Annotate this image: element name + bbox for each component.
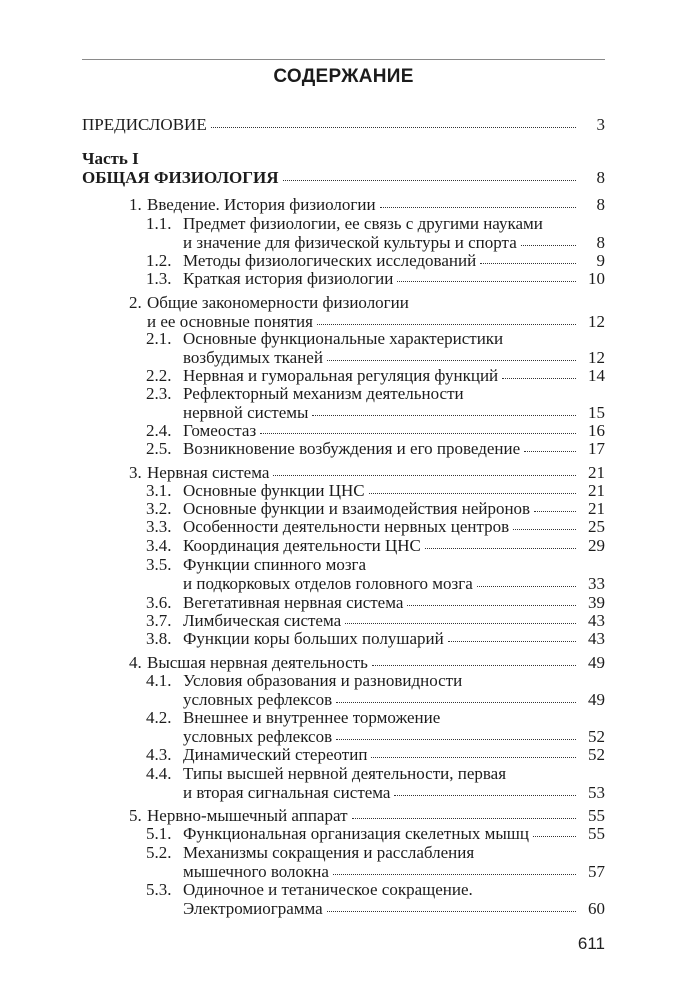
section-number: 3.1.	[146, 481, 172, 500]
dot-leader	[397, 281, 576, 282]
section-title-line: Электромиограмма	[183, 899, 323, 918]
toc-page-number: 29	[588, 536, 605, 555]
section-number: 3.2.	[146, 499, 172, 518]
toc-page-number: 57	[588, 862, 605, 881]
toc-page-number: 8	[596, 233, 605, 252]
toc-page-number: 9	[596, 251, 605, 270]
dot-leader	[425, 548, 576, 549]
toc-entry-part-1[interactable]	[82, 168, 605, 187]
section-title-line: нервной системы	[183, 403, 309, 422]
page-title: СОДЕРЖАНИЕ	[273, 66, 414, 87]
section-number: 3.8.	[146, 629, 172, 648]
chapter-title: Нервно-мышечный аппарат	[147, 806, 348, 825]
section-number: 4.2.	[146, 708, 172, 727]
toc-page-number: 53	[588, 783, 605, 802]
toc-page-number: 15	[588, 403, 605, 422]
toc-page-number: 55	[588, 806, 605, 825]
section-number: 5.3.	[146, 880, 172, 899]
toc-section-1-3[interactable]	[146, 269, 605, 288]
chapter-number: 3.	[129, 463, 142, 482]
toc-page-number: 49	[588, 653, 605, 672]
section-title-line: Рефлекторный механизм деятельности	[183, 384, 464, 403]
section-title-line: Методы физиологических исследований	[183, 251, 477, 270]
section-title-line: Типы высшей нервной деятельности, первая	[183, 764, 507, 783]
toc-section-3-7[interactable]	[146, 611, 605, 630]
toc-page-number: 49	[588, 690, 605, 709]
section-title-line: Внешнее и внутреннее торможение	[183, 708, 441, 727]
toc-page-number: 52	[588, 727, 605, 746]
toc-chapter-5[interactable]	[129, 806, 605, 825]
section-number: 1.3.	[146, 269, 172, 288]
toc-section-2-4[interactable]	[146, 421, 605, 440]
toc-chapter-4[interactable]	[129, 653, 605, 672]
dot-leader	[533, 836, 576, 837]
section-number: 2.3.	[146, 384, 172, 403]
toc-page-number: 39	[588, 593, 605, 612]
section-title-line: Лимбическая система	[183, 611, 342, 630]
dot-leader	[260, 433, 576, 434]
dot-leader	[380, 207, 576, 208]
toc-entry-label: ПРЕДИСЛОВИЕ	[82, 115, 207, 134]
chapter-title: Нервная система	[147, 463, 270, 482]
toc-section-3-3[interactable]	[146, 517, 605, 536]
toc-section-4-4[interactable]	[146, 764, 605, 802]
chapter-title-line: Общие закономерности физиологии	[147, 293, 409, 312]
dot-leader	[477, 586, 576, 587]
section-title-line: Координация деятельности ЦНС	[183, 536, 421, 555]
section-title-line: Функции коры больших полушарий	[183, 629, 444, 648]
toc-page-number: 43	[588, 629, 605, 648]
section-title-line: Одиночное и тетаническое сокращение.	[183, 880, 473, 899]
chapter-number: 2.	[129, 293, 142, 312]
dot-leader	[273, 475, 576, 476]
dot-leader	[336, 702, 576, 703]
toc-page-number: 60	[588, 899, 605, 918]
section-number: 4.1.	[146, 671, 172, 690]
toc-section-4-2[interactable]	[146, 708, 605, 746]
dot-leader	[369, 493, 576, 494]
section-title-line: возбудимых тканей	[183, 348, 323, 367]
toc-chapter-1[interactable]	[129, 195, 605, 214]
dot-leader	[352, 818, 576, 819]
dot-leader	[513, 529, 576, 530]
chapter-number: 5.	[129, 806, 142, 825]
toc-page-number: 12	[588, 348, 605, 367]
section-number: 2.1.	[146, 329, 172, 348]
section-title-line: Функции спинного мозга	[183, 555, 367, 574]
section-number: 2.5.	[146, 439, 172, 458]
section-title-line: Основные функциональные характеристики	[183, 329, 504, 348]
dot-leader	[502, 378, 576, 379]
toc-section-3-6[interactable]	[146, 593, 605, 612]
dot-leader	[345, 623, 576, 624]
dot-leader	[333, 874, 576, 875]
toc-page-number: 16	[588, 421, 605, 440]
toc-section-3-1[interactable]	[146, 481, 605, 500]
section-title-line: Механизмы сокращения и расслабления	[183, 843, 475, 862]
dot-leader	[327, 360, 576, 361]
section-number: 3.6.	[146, 593, 172, 612]
part-label: Часть I	[82, 149, 139, 168]
section-title-line: Предмет физиологии, ее связь с другими науками	[183, 214, 543, 233]
section-number: 3.7.	[146, 611, 172, 630]
toc-page-number: 12	[588, 312, 605, 331]
section-number: 3.3.	[146, 517, 172, 536]
section-title-line: Гомеостаз	[183, 421, 257, 440]
section-number: 3.5.	[146, 555, 172, 574]
dot-leader	[407, 605, 576, 606]
toc-page-number: 25	[588, 517, 605, 536]
section-title-line: Особенности деятельности нервных центров	[183, 517, 510, 536]
section-title-line: Основные функции и взаимодействия нейронов	[183, 499, 531, 518]
chapter-number: 1.	[129, 195, 142, 214]
toc-section-4-3[interactable]	[146, 745, 605, 764]
toc-page-number: 21	[588, 499, 605, 518]
toc-section-3-5[interactable]	[146, 555, 605, 593]
section-title-line: Вегетативная нервная система	[183, 593, 404, 612]
section-title-line: Основные функции ЦНС	[183, 481, 365, 500]
dot-leader	[521, 245, 576, 246]
dot-leader	[211, 127, 576, 128]
toc-page-number: 8	[596, 168, 605, 187]
chapter-title-line: и ее основные понятия	[147, 312, 313, 331]
toc-section-2-2[interactable]	[146, 366, 605, 385]
toc-page-number: 14	[588, 366, 605, 385]
section-number: 2.2.	[146, 366, 172, 385]
toc-page-number: 10	[588, 269, 605, 288]
dot-leader	[312, 415, 576, 416]
section-number: 1.2.	[146, 251, 172, 270]
chapter-title: Высшая нервная деятельность	[147, 653, 368, 672]
dot-leader	[327, 911, 576, 912]
toc-section-2-1[interactable]	[146, 329, 605, 367]
toc-chapter-2[interactable]	[129, 293, 605, 331]
toc-section-5-2[interactable]	[146, 843, 605, 881]
dot-leader	[371, 757, 576, 758]
dot-leader	[394, 795, 576, 796]
section-title-line: условных рефлексов	[183, 727, 333, 746]
dot-leader	[372, 665, 576, 666]
section-number: 2.4.	[146, 421, 172, 440]
section-title-line: Условия образования и разновидности	[183, 671, 463, 690]
section-title-line: мышечного волокна	[183, 862, 329, 881]
toc-page-number: 3	[596, 115, 605, 134]
toc-page-number: 17	[588, 439, 605, 458]
toc-chapter-3[interactable]	[129, 463, 605, 482]
page-number: 611	[577, 934, 605, 953]
toc-section-3-2[interactable]	[146, 499, 605, 518]
section-title-line: Возникновение возбуждения и его проведение	[183, 439, 521, 458]
toc-page-number: 43	[588, 611, 605, 630]
toc-section-2-5[interactable]	[146, 439, 605, 458]
toc-section-5-1[interactable]	[146, 824, 605, 843]
toc-section-3-4[interactable]	[146, 536, 605, 555]
toc-entry-preface[interactable]	[82, 115, 605, 134]
section-number: 4.4.	[146, 764, 172, 783]
dot-leader	[283, 180, 576, 181]
toc-page-number: 8	[596, 195, 605, 214]
section-title-line: Краткая история физиологии	[183, 269, 394, 288]
toc-page-number: 21	[588, 481, 605, 500]
dot-leader	[448, 641, 576, 642]
dot-leader	[524, 451, 576, 452]
dot-leader	[534, 511, 576, 512]
section-title-line: и значение для физической культуры и спорта	[183, 233, 517, 252]
part-title: ОБЩАЯ ФИЗИОЛОГИЯ	[82, 168, 279, 187]
section-number: 1.1.	[146, 214, 172, 233]
toc-page-number: 52	[588, 745, 605, 764]
dot-leader	[480, 263, 576, 264]
section-title-line: Функциональная организация скелетных мышц	[183, 824, 529, 843]
toc-section-3-8[interactable]	[146, 629, 605, 648]
section-title-line: Динамический стереотип	[183, 745, 368, 764]
section-number: 4.3.	[146, 745, 172, 764]
toc-section-1-1[interactable]	[146, 214, 605, 252]
toc-page-number: 21	[588, 463, 605, 482]
toc-section-1-2[interactable]	[146, 251, 605, 270]
toc-page-number: 55	[588, 824, 605, 843]
chapter-title: Введение. История физиологии	[147, 195, 376, 214]
section-number: 5.2.	[146, 843, 172, 862]
dot-leader	[317, 324, 576, 325]
section-number: 5.1.	[146, 824, 172, 843]
dot-leader	[336, 739, 576, 740]
toc-section-5-3[interactable]	[146, 880, 605, 918]
section-title-line: и подкорковых отделов головного мозга	[183, 574, 473, 593]
toc-page-number: 33	[588, 574, 605, 593]
section-number: 3.4.	[146, 536, 172, 555]
toc-section-4-1[interactable]	[146, 671, 605, 709]
section-title-line: Нервная и гуморальная регуляция функций	[183, 366, 499, 385]
section-title-line: условных рефлексов	[183, 690, 333, 709]
section-title-line: и вторая сигнальная система	[183, 783, 391, 802]
chapter-number: 4.	[129, 653, 142, 672]
toc-section-2-3[interactable]	[146, 384, 605, 422]
